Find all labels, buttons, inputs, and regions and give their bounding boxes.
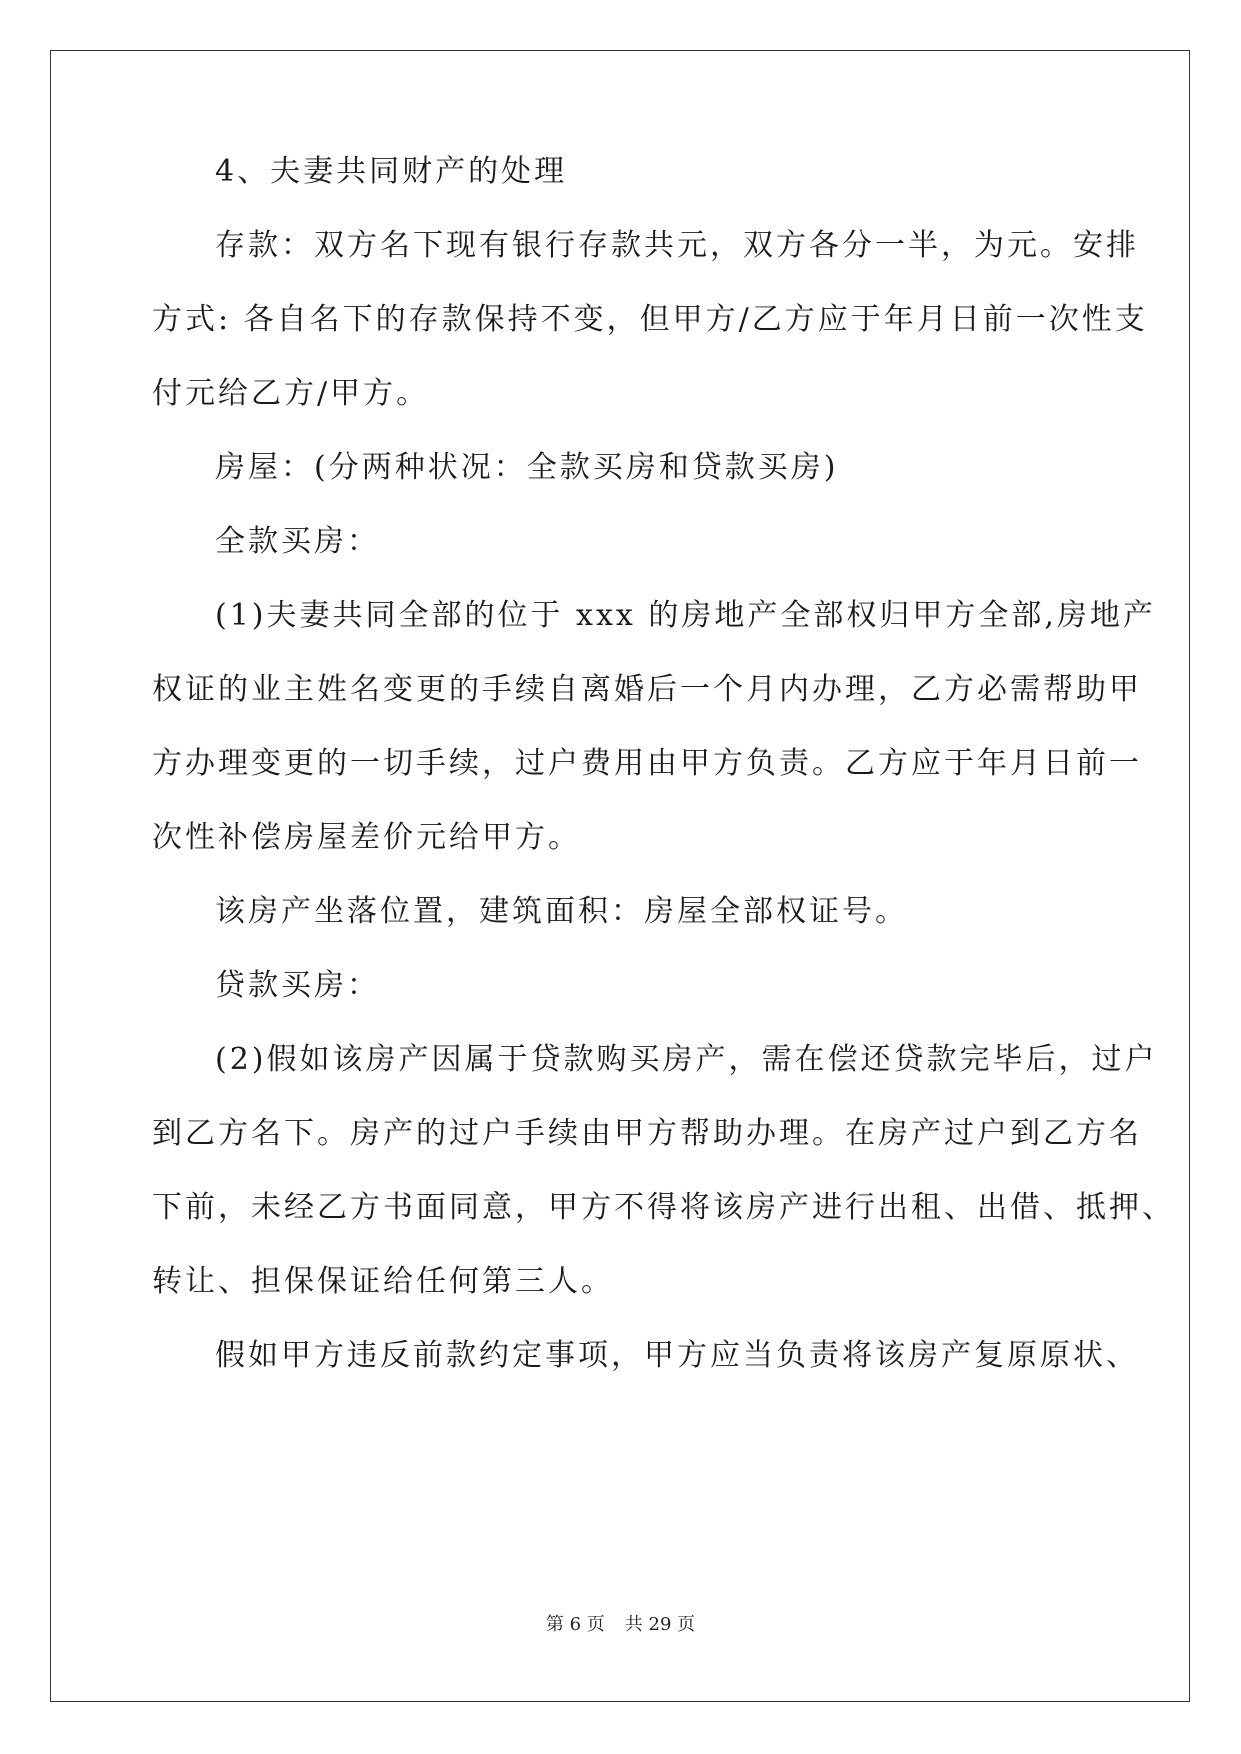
paragraph-line: 全款买房： — [215, 524, 380, 559]
paragraph-line: 付元给乙方/甲方。 — [152, 376, 430, 411]
paragraph-line: 存款：双方名下现有银行存款共元，双方各分一半，为元。安排 — [215, 228, 1139, 263]
paragraph-line: 到乙方名下。房产的过户手续由甲方帮助办理。在房产过户到乙方名 — [152, 1116, 1142, 1151]
paragraph-line: 权证的业主姓名变更的手续自离婚后一个月内办理，乙方必需帮助甲 — [152, 672, 1142, 707]
paragraph-line: 下前，未经乙方书面同意，甲方不得将该房产进行出租、出借、抵押、 — [152, 1190, 1175, 1225]
page-number: 第 6 页 — [545, 1614, 605, 1635]
paragraph-line: 方式: 各自名下的存款保持不变，但甲方/乙方应于年月日前一次性支 — [152, 302, 1148, 337]
paragraph-line: 贷款买房： — [215, 968, 380, 1003]
paragraph-line: 该房产坐落位置，建筑面积：房屋全部权证号。 — [215, 894, 908, 929]
paragraph-line: 房屋：(分两种状况：全款买房和贷款买房) — [215, 450, 839, 485]
paragraph-line: 假如甲方违反前款约定事项，甲方应当负责将该房产复原原状、 — [215, 1338, 1139, 1373]
total-pages: 共 29 页 — [624, 1614, 696, 1635]
paragraph-line: 转让、担保保证给任何第三人。 — [152, 1264, 614, 1299]
paragraph-line: 方办理变更的一切手续，过户费用由甲方负责。乙方应于年月日前一 — [152, 746, 1142, 781]
page-border — [50, 50, 1190, 1702]
paragraph-line: (2)假如该房产因属于贷款购买房产，需在偿还贷款完毕后，过户 — [215, 1042, 1158, 1077]
paragraph-line: 次性补偿房屋差价元给甲方。 — [152, 820, 581, 855]
page-footer — [0, 1613, 1241, 1637]
section-heading: 4、夫妻共同财产的处理 — [215, 154, 568, 189]
paragraph-line: (1)夫妻共同全部的位于 xxx 的房地产全部权归甲方全部,房地产 — [215, 598, 1156, 633]
